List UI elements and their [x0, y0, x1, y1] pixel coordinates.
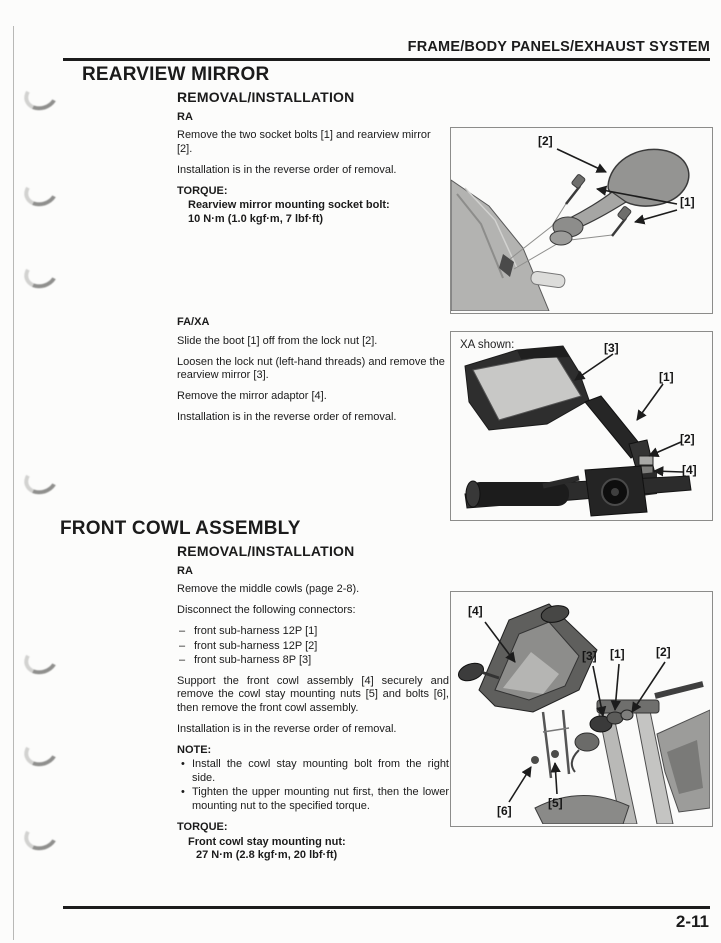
- callout-label-6: [6]: [497, 804, 512, 818]
- body-paragraph: Disconnect the following connectors:: [177, 604, 356, 616]
- binder-hole-mark: [22, 736, 60, 768]
- note-item-text: Install the cowl stay mounting bolt from the right side.: [192, 758, 449, 784]
- note-bullet: •: [181, 758, 185, 770]
- body-paragraph: Installation is in the reverse order of removal.: [177, 722, 397, 735]
- front-cowl-text-block: [177, 545, 449, 863]
- binder-hole-mark: [22, 258, 60, 290]
- body-paragraph: Remove the two socket bolts [1] and rearview mirror [2].: [177, 129, 431, 155]
- section-title-rearview-mirror: REARVIEW MIRROR: [82, 64, 270, 85]
- torque-heading: TORQUE:: [177, 821, 228, 833]
- model-code-label: FA/XA: [177, 316, 210, 328]
- body-paragraph: Installation is in the reverse order of removal.: [177, 163, 397, 176]
- torque-heading: TORQUE:: [177, 184, 228, 197]
- mirror-removal-illustration: [451, 128, 710, 311]
- note-list: [177, 758, 449, 813]
- callout-label-2: [2]: [680, 432, 695, 446]
- callout-label-1: [1]: [610, 647, 625, 661]
- list-item-text: front sub-harness 8P [3]: [194, 654, 312, 666]
- header-title: FRAME/BODY PANELS/EXHAUST SYSTEM: [407, 39, 710, 55]
- callout-label-2: [2]: [656, 645, 671, 659]
- note-bullet: •: [181, 786, 185, 798]
- model-code-label: RA: [177, 564, 193, 577]
- torque-value: 27 N·m (2.8 kgf·m, 20 lbf·ft): [196, 849, 338, 861]
- binder-hole-mark: [22, 820, 60, 852]
- body-paragraph: Remove the middle cowls (page 2-8).: [177, 583, 360, 595]
- list-dash: –: [179, 639, 186, 652]
- rearview-ra-text-block: [177, 91, 447, 226]
- header-rule: [63, 58, 710, 61]
- callout-label-3: [3]: [582, 649, 597, 663]
- figure-caption-xa-shown: XA shown:: [460, 339, 515, 351]
- subsection-heading: REMOVAL/INSTALLATION: [177, 89, 355, 105]
- callout-label-4: [4]: [468, 604, 483, 618]
- section-title-front-cowl-assembly: FRONT COWL ASSEMBLY: [60, 518, 301, 539]
- binder-hole-mark: [22, 176, 60, 208]
- list-dash: –: [179, 654, 186, 666]
- subsection-heading: REMOVAL/INSTALLATION: [177, 543, 355, 559]
- body-paragraph: Installation is in the reverse order of removal.: [177, 411, 397, 423]
- front-cowl-illustration: [451, 592, 710, 824]
- note-item: [181, 758, 449, 785]
- rearview-faxa-text-block: [177, 316, 447, 432]
- figure-front-cowl-assembly: [450, 591, 713, 827]
- binder-hole-mark: [22, 464, 60, 496]
- callout-label-4: [4]: [682, 463, 697, 477]
- list-item: [179, 625, 449, 639]
- note-item-text: Tighten the upper mounting nut first, then the lower mounting nut to the specified torque.: [192, 786, 449, 812]
- list-item: [179, 654, 449, 668]
- list-dash: –: [179, 625, 186, 637]
- body-paragraph: Support the front cowl assembly [4] securely and remove the cowl stay mounting nuts [5] and bolts [6], then remove the front cowl assembly.: [177, 674, 449, 714]
- note-item: [181, 786, 449, 813]
- callout-label-1: [1]: [680, 195, 695, 209]
- connector-list: [177, 625, 449, 668]
- body-paragraph: Slide the boot [1] off from the lock nut [2].: [177, 334, 378, 347]
- binder-hole-mark: [22, 644, 60, 676]
- callout-label-5: [5]: [548, 796, 563, 810]
- torque-item: Front cowl stay mounting nut:: [188, 835, 346, 848]
- torque-item: Rearview mirror mounting socket bolt:: [188, 199, 390, 211]
- list-item-text: front sub-harness 12P [2]: [194, 639, 318, 652]
- list-item: [179, 640, 449, 654]
- callout-label-3: [3]: [604, 341, 619, 355]
- footer-rule: [63, 906, 710, 909]
- model-code-label: RA: [177, 110, 193, 123]
- figure-rearview-mirror-xa: [450, 331, 713, 521]
- body-paragraph: Remove the mirror adaptor [4].: [177, 390, 327, 402]
- page-edge-line: [13, 26, 14, 940]
- figure-rearview-mirror-removal: [450, 127, 713, 314]
- torque-value: 10 N·m (1.0 kgf·m, 7 lbf·ft): [188, 212, 324, 225]
- page-number: 2-11: [675, 912, 709, 931]
- list-item-text: front sub-harness 12P [1]: [194, 625, 318, 637]
- callout-label-1: [1]: [659, 370, 674, 384]
- note-heading: NOTE:: [177, 743, 212, 756]
- body-paragraph: Loosen the lock nut (left-hand threads) and remove the rearview mirror [3].: [177, 355, 445, 381]
- callout-label-2: [2]: [538, 134, 553, 148]
- mirror-handlebar-illustration: [451, 332, 710, 518]
- binder-hole-mark: [22, 80, 60, 112]
